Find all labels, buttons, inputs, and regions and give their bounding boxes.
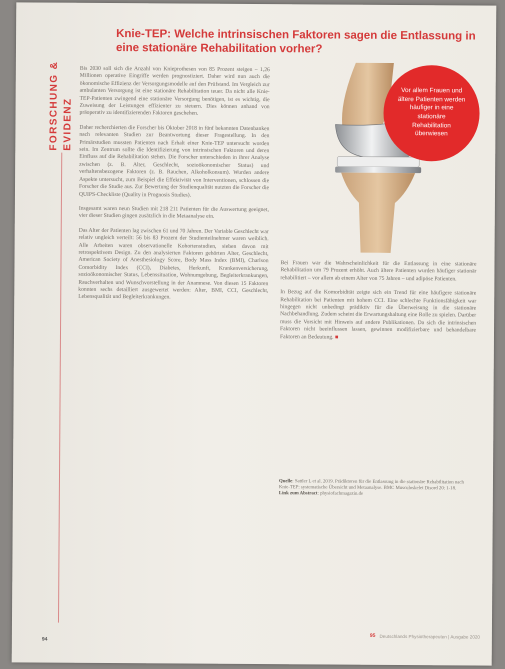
paragraph — [280, 289, 476, 342]
facing-page-number: 94 — [41, 636, 48, 643]
section-label-line1: FORSCHUNG & — [48, 60, 60, 151]
section-label-line2: EVIDENZ — [62, 97, 74, 151]
tibial-insert — [337, 157, 419, 168]
end-of-article-mark: ■ — [334, 334, 339, 341]
paragraph: Bis 2030 soll sich die Anzahl von Knieprothesen von 85 Prozent steigen – 1,26 Millionen operative Eingriffe werden prognostiziert. Daher wird nun auch die ökonomische Effizienz der Versorgungsmodelle auf den Prüfstand. Im Vergleich zur ambulanten Versorgung ist eine stationäre Rehabilitation teuer. Da nicht alle Knie-TEP-Patienten zwingend eine stationäre Versorgung benötigen, ist es wichtig, die Zuweisung der Leistungen effizienter zu steuern. Dies können anhand von präoperativ zu identifizierenden Faktoren geschehen. — [79, 65, 270, 118]
sources-text: : Sattler L et al. 2019. Prädiktoren für die Entlassung in die stationäre Rehabilitation nach Knie-TEP: systematische Übersicht und Metaanalyse. BMC Musculoskelet Disord 20: 1-18. — [278, 479, 464, 492]
journal-name: Deutschlands Physiotherapeuten | Ausgabe 2020 — [379, 633, 481, 640]
magazine-page — [12, 2, 497, 665]
paragraph: Bei Frauen war die Wahrscheinlichkeit für die Entlassung in eine stationäre Rehabilitation um 79 Prozent erhöht. Auch ältere Patienten wurden häufiger stationär rehabilitiert – vor allem ab einem Alter von 75 Jahren – und adipöse Patienten. — [280, 260, 477, 283]
section-divider — [58, 153, 62, 623]
page-number: 95 — [369, 632, 376, 639]
link-label: Link zum Abstract — [278, 491, 318, 497]
abstract-link[interactable]: : physiofachmagazin.de — [317, 491, 364, 498]
article-title: Knie-TEP: Welche intrinsischen Faktoren sagen die Entlassung in eine stationäre Rehabilitation vorher? — [115, 28, 476, 56]
section-label — [48, 31, 79, 151]
paragraph: Insgesamt waren neun Studien mit 218 211 Patienten für die Auswertung geeignet, vier dieser Studien gingen zusätzlich in die Metaanalyse ein. — [78, 205, 269, 221]
callout-bubble: Vor allem Frauen und ältere Patienten werden häufiger in eine stationäre Rehabilitation überwiesen — [383, 65, 480, 162]
tibial-tray — [335, 167, 421, 174]
text-column-right — [280, 260, 477, 349]
paragraph-text: In Bezug auf die Komorbidität zeigte sich ein Trend für eine häufigere stationäre Rehabilitation bei Patienten mit hohem CCI. Eine schlechte Funktionsfähigkeit war hingegen nicht unbedingt prädiktiv für die Überweisung in die stationäre Nachbehandlung. Zudem scheint die Erwartungshaltung eine Rolle zu spielen. Darüber muss die Vorsicht mit Hinweis auf andere Publikationen. Da sich die intrinsischen Faktoren nicht beeinflussen lassen, gewinnen modifizierbare und behandelbare Faktoren an Bedeutung. — [279, 289, 477, 341]
sources-label: Quelle — [278, 479, 293, 485]
text-column-left — [78, 66, 270, 310]
sources-block — [279, 479, 475, 499]
page-footer — [370, 633, 488, 640]
paragraph: Das Alter der Patienten lag zwischen 61 und 70 Jahren. Der Variable Geschlecht war relativ ungleich verteilt: 56 bis 83 Prozent der Studienteilnehmer waren weiblich. Alle Arbeiten waren observationelle Kohortenstudien, sieben davon mit retrospektivem Design. Zu den analysierten Faktoren gehörten Alter, Geschlecht, American Society of Anesthesiology Score, Body Mass Index (BMI), Charlson Comorbidity Index (CCI), Diabetes, Herkunft, Krankenversicherung, sozioökonomischer Status, Lebenssituation, Wohnumgebung, Begleiterkrankungen, Rauchverhalten und Wunschvorstellung in der Anamnese. Von diesen 15 Faktoren konnten sechs detailliert ausgewertet werden: Alter, BMI, CCI, Geschlecht, Lebensqualität und Begleiterkrankungen. — [78, 227, 269, 301]
tibia-bone — [341, 173, 416, 254]
paragraph: Daher recherchierten die Forscher bis Oktober 2018 in fünf bekannten Datenbanken nach relevanten Studien zur Beantwortung dieser Fragestellung. In den Primärstudien mussten Patienten nach Erhalt einer Knie-TEP untersucht worden sein. Im Zentrum sollte die Identifizierung von intrinsischen Faktoren und deren Einfluss auf die Rehabilitation stehen. Die Forscher unterschieden in ihrer Analyse zwischen (z. B. Alter, Geschlecht, sozioökonomischer Status) und verhaltensbezogene Faktoren (z. B. Rauchen, Alkoholkonsum). Wurden andere Aspekte untersucht, zum Beispiel die Effektivität von Interventionen, schlossen die Forscher die Studie aus. Zur Bewertung der Studienqualität nutzten die Forscher die QUIPS-Checkliste (Quality in Prognosis Studies). — [78, 124, 270, 199]
